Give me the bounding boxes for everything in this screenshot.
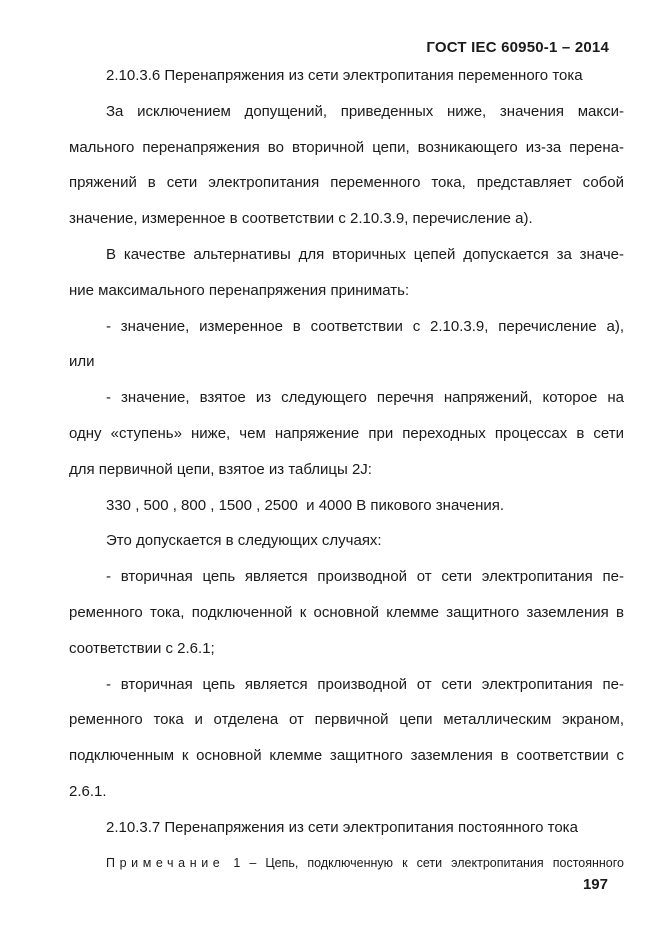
text-line: За исключением допущений, приведенных ниже, значения макси-: [106, 102, 624, 120]
list-item-measured-value: [69, 309, 624, 381]
text-line: ременного тока и отделена от первичной цепи металлическим экраном,: [69, 711, 624, 729]
text-line: - значение, взятое из следующего перечня напряжений, которое на: [106, 389, 624, 407]
text-line: ние максимального перенапряжения принимать:: [69, 281, 410, 299]
list-item-case-shielded: [69, 667, 624, 810]
text-line: значение, измеренное в соответствии с 2.10.3.9, перечисление а).: [69, 210, 533, 228]
text-line: - вторичная цепь является производной от сети электропитания пе-: [106, 675, 624, 693]
page-content: [69, 58, 624, 881]
text-line: 2.6.1.: [69, 782, 107, 800]
text-line: для первичной цепи, взятое из таблицы 2J:: [69, 460, 372, 478]
text-line: мального перенапряжения во вторичной цепи, возникающего из-за перена-: [69, 138, 624, 156]
voltage-values-line: 330 , 500 , 800 , 1500 , 2500 и 4000 В пикового значения.: [106, 496, 505, 514]
document-header: ГОСТ IEC 60950-1 – 2014: [426, 39, 609, 56]
paragraph-max-overvoltage: [69, 94, 624, 237]
paragraph-alternative: [69, 237, 624, 309]
text-line: - вторичная цепь является производной от сети электропитания пе-: [106, 568, 624, 586]
text-line: одну «ступень» ниже, чем напряжение при переходных процессах в сети: [69, 424, 624, 442]
note-label: Примечание: [106, 855, 225, 870]
list-item-step-value: [69, 380, 624, 487]
text-line: В качестве альтернативы для вторичных цепей допускается за значе-: [106, 245, 624, 263]
note-text: 1 – Цепь, подключенную к сети электропитания постоянного: [224, 855, 624, 870]
text-line: или: [69, 353, 95, 371]
text-line: подключенным к основной клемме защитного заземления в соответствии с: [69, 747, 624, 765]
text-line: соответствии с 2.6.1;: [69, 639, 215, 657]
page-number: 197: [582, 876, 608, 893]
text-line: - значение, измеренное в соответствии с 2.10.3.9, перечисление а),: [106, 317, 624, 335]
section-heading-2-10-3-6: 2.10.3.6 Перенапряжения из сети электропитания переменного тока: [106, 67, 583, 84]
note-paragraph: [69, 846, 624, 882]
cases-intro: Это допускается в следующих случаях:: [106, 532, 382, 550]
text-line: ременного тока, подключенной к основной клемме защитного заземления в: [69, 603, 624, 621]
text-line: пряжений в сети электропитания переменного тока, представляет собой: [69, 174, 624, 192]
list-item-case-grounded: [69, 559, 624, 666]
section-heading-2-10-3-7: 2.10.3.7 Перенапряжения из сети электропитания постоянного тока: [106, 818, 578, 836]
